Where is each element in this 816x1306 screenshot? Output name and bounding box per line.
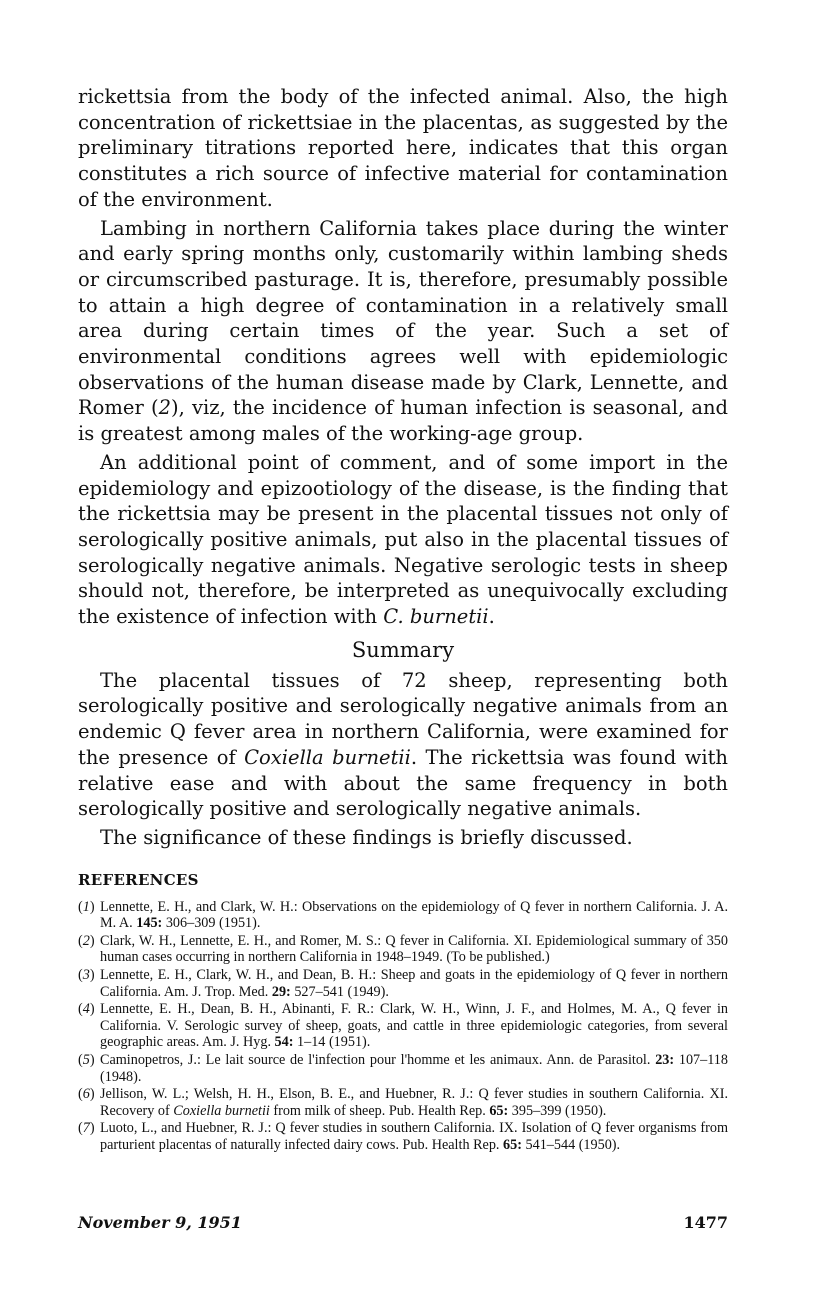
- reference-pages: 107–118 (1948).: [100, 1052, 728, 1085]
- reference-volume: 23:: [655, 1052, 675, 1069]
- summary-heading: Summary: [351, 637, 455, 662]
- reference-pages: 306–309 (1951).: [162, 915, 261, 932]
- summary-paragraph: The significance of these findings is briefly discussed.: [100, 825, 633, 849]
- reference-pages: 527–541 (1949).: [290, 983, 389, 1000]
- reference-volume: 54:: [274, 1034, 294, 1051]
- reference-volume: 65:: [489, 1102, 509, 1119]
- citation-ref: 2: [158, 396, 171, 420]
- reference-number: (7): [78, 1120, 95, 1137]
- body-paragraph: [78, 450, 728, 630]
- issue-date: November 9, 1951: [78, 1213, 242, 1232]
- reference-item: [78, 1120, 728, 1153]
- reference-list: [78, 899, 728, 1154]
- reference-number: (6): [78, 1086, 95, 1103]
- reference-pages: 541–544 (1950).: [521, 1137, 621, 1153]
- reference-number: (1): [78, 898, 95, 915]
- reference-number: (4): [78, 1001, 95, 1018]
- reference-item: [78, 1052, 728, 1085]
- species-name: Coxiella burnetii: [173, 1102, 270, 1119]
- reference-volume: 65:: [503, 1137, 522, 1153]
- reference-text: Clark, W. H., Lennette, E. H., and Romer, M. S.: Q fever in California. XI. Epidemiological summary of 350 human cases occurring in northern California in 1948–1949. (To be published.): [100, 932, 728, 966]
- reference-pages: 395–399 (1950).: [508, 1102, 607, 1119]
- reference-volume: 29:: [271, 983, 291, 1000]
- reference-text: from milk of sheep. Pub. Health Rep.: [269, 1102, 490, 1119]
- reference-text: Lennette, E. H., and Clark, W. H.: Observations on the epidemiology of Q fever in northern California. J. A. M. A.: [100, 898, 728, 932]
- page-number: 1477: [683, 1213, 728, 1232]
- reference-item: [78, 899, 728, 932]
- paragraph-text: .: [488, 605, 495, 629]
- reference-number: (5): [78, 1052, 95, 1069]
- reference-text: Lennette, E. H., Dean, B. H., Abinanti, F. R.: Clark, W. H., Winn, J. F., and Holmes, M. A., Q fever in California. V. Serologic survey of sheep, goats, and cattle in three epidemiologic categories, from several geographic areas. Am. J. Hyg.: [100, 1001, 728, 1051]
- reference-item: [78, 1086, 728, 1119]
- reference-text: Luoto, L., and Huebner, R. J.: Q fever studies in southern California. IX. Isolation of Q fever organisms from parturient placentas of naturally infected dairy cows. Pub. Health Rep.: [100, 1120, 728, 1153]
- body-paragraph: [78, 216, 728, 447]
- reference-number: (2): [78, 932, 95, 949]
- paragraph-text: The placental tissues of 72 sheep, representing both serologically positive and serologically negative animals from an endemic Q fever area in northern California, were examined for the presence of: [78, 668, 728, 769]
- paragraph-text: An additional point of comment, and of some import in the epidemiology and epizootiology of the disease, is the finding that the rickettsia may be present in the placental tissues not only of serologically positive animals, put also in the placental tissues of serologically negative animals. Negative serologic tests in sheep should not, therefore, be interpreted as unequivocally excluding the existence of infection with: [78, 450, 728, 629]
- reference-item: [78, 933, 728, 966]
- paragraph-text: Lambing in northern California takes place during the winter and early spring months only, customarily within lambing sheds or circumscribed pasturage. It is, therefore, presumably possible to attain a high degree of contamination in a relatively small area during certain times of the year. Such a set of environmental conditions agrees well with epidemiologic observations of the human disease made by Clark, Lennette, and Romer (: [78, 216, 728, 420]
- reference-volume: 145:: [136, 915, 163, 932]
- body-paragraph: [78, 84, 728, 213]
- reference-text: Caminopetros, J.: Le lait source de l'infection pour l'homme et les animaux. Ann. de Parasitol.: [100, 1052, 656, 1069]
- reference-pages: 1–14 (1951).: [293, 1034, 371, 1051]
- paragraph-text: ), viz, the incidence of human infection is seasonal, and is greatest among males of the working-age group.: [78, 396, 728, 446]
- reference-text: Lennette, E. H., Clark, W. H., and Dean, B. H.: Sheep and goats in the epidemiology of Q fever in northern California. Am. J. Trop. Med.: [100, 967, 728, 1000]
- species-name: Coxiella burnetii: [244, 745, 411, 769]
- reference-text: Jellison, W. L.; Welsh, H. H., Elson, B. E., and Huebner, R. J.: Q fever studies in southern California. XI. Recovery of: [100, 1086, 728, 1119]
- species-name: C. burnetii: [383, 605, 489, 629]
- paragraph-text: . The rickettsia was found with relative ease and with about the same frequency in both serologically positive and serologically negative animals.: [78, 745, 728, 821]
- reference-item: [78, 1001, 728, 1051]
- reference-item: [78, 967, 728, 1000]
- summary-paragraph: [78, 668, 728, 822]
- paragraph-text: rickettsia from the body of the infected animal. Also, the high concentration of rickettsiae in the placentas, as suggested by the preliminary titrations reported here, indicates that this organ constitutes a rich source of infective material for contamination of the environment.: [78, 85, 728, 211]
- page-body: [78, 84, 728, 1155]
- references-heading: REFERENCES: [78, 870, 199, 889]
- reference-number: (3): [78, 967, 95, 984]
